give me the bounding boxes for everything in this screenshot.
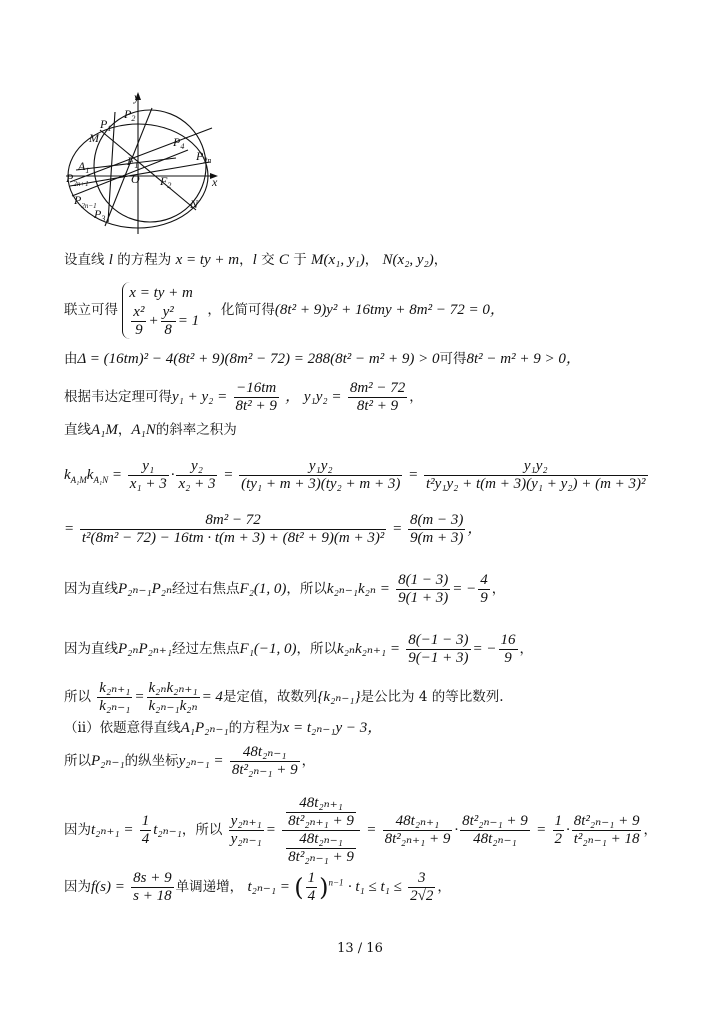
line-right-focus: 因为直线P₂ₙ₋₁P₂ₙ经过右焦点F₂(1, 0)，所以k₂ₙ₋₁k₂ₙ = $\frac{8(1 - 3)}{9(1 + 3)}$ = − $\frac{4}{9}$ ， [64, 572, 506, 606]
line-set-equation: 设直线 l 的方程为 x = ty + m，l 交 C 于 M(x₁, y₁)， N(x₂, y₂)， [64, 252, 448, 268]
ellipse-diagram [60, 88, 230, 240]
label-P2: $P_2$ [124, 107, 136, 123]
line-slope-intro: 直线A₁M，A₁N的斜率之积为 [64, 422, 237, 438]
label-P2n1: $P_{2n+1}$ [66, 171, 89, 188]
page-number: 13 / 16 [337, 941, 383, 956]
line-part-ii: （ⅱ）依题意得直线A₁P₂ₙ₋₁的方程为x = t₂ₙ₋₁y − 3， [64, 720, 383, 736]
line-monotonic: 因为f(s) = $\frac{8s + 9}{s + 18}$ 单调递增， t₂ₙ₋₁ = ( $\frac{1}{4}$ )$^{n-1}$ · t₁ ≤ t₁ ≤ $\frac{3}{2√2}$ ， [64, 870, 451, 904]
label-P2nm1: $P_{2n-1}$ [74, 193, 97, 210]
label-y: y [134, 90, 140, 104]
line-ordinate: 所以P₂ₙ₋₁的纵坐标y₂ₙ₋₁ = $\frac{\text{48t₂ₙ₋₁}}{\text{8t²₂ₙ₋₁ + 9}}$ ， [64, 744, 316, 778]
line-system: 联立可得 x = ty + m $\frac{\text{x²}}{9}$ + $\frac{\text{y²}}{8}$ = 1 ，化简可得(8t² + 9)y² + 16tmy + 8m² − 72 = 0， [64, 282, 505, 339]
line-discriminant: 由Δ = (16tm)² − 4(8t² + 9)(8m² − 72) = 288(8t² − m² + 9) > 0可得8t² − m² + 9 > 0， [64, 351, 581, 367]
label-P2n: $P_{2n}$ [196, 149, 212, 165]
line-left-focus: 因为直线P₂ₙP₂ₙ₊₁经过左焦点F₁(−1, 0)，所以k₂ₙk₂ₙ₊₁ = $\frac{8(-1 - 3)}{9(-1 + 3)}$ = − $\frac{16}{9}$ ， [64, 632, 533, 666]
label-A1: $A_1$ [78, 159, 90, 175]
line-recurrence: 因为t₂ₙ₊₁ = $\frac{1}{4}$ t₂ₙ₋₁，所以 $\frac{\text{y₂ₙ₊₁}}{\text{y₂ₙ₋₁}}$ = $\frac{\frac{\text{48t₂ₙ₊₁}}{\text{8t²₂ₙ₊₁ + 9}}}{\frac{\text{48t₂ₙ₋₁}}{\text{8t²₂ₙ₋₁ + 9}}}$ = $\frac{\text{48t₂ₙ₊₁}}{\text{8t²₂ₙ₊₁ + 9}}$ · $\frac{\text{8t²₂ₙ₋₁ + 9}}{\text{48t₂ₙ₋₁}}$ = $\frac{1}{2}$ · $\frac{\text{8t²₂ₙ₋₁ + 9}}{\text{t²₂ₙ₋₁ + 18}}$ ， [64, 795, 657, 865]
label-O: O [131, 172, 140, 186]
label-F1: $F_1$ [127, 154, 139, 170]
nested-fraction: $\frac{\frac{\text{48t₂ₙ₊₁}}{\text{8t²₂ₙ₊₁ + 9}}}{\frac{\text{48t₂ₙ₋₁}}{\text{8t²₂ₙ₋₁ + 9}}}$ [282, 795, 360, 866]
equation-system: x = ty + m $\frac{\text{x²}}{9}$ + $\frac{\text{y²}}{8}$ = 1 [122, 282, 199, 339]
line-ratio: 所以 $\frac{\text{k₂ₙ₊₁}}{\text{k₂ₙ₋₁}}$ = $\frac{\text{k₂ₙk₂ₙ₊₁}}{\text{k₂ₙ₋₁k₂ₙ}}$ = 4是定值，故数列{k₂ₙ₋₁}是公比为 4 的等比数列. [64, 680, 504, 714]
label-F2: $F_2$ [160, 174, 172, 190]
label-P4: $P_4$ [173, 135, 185, 151]
label-P3: $P_3$ [94, 207, 106, 223]
line-g [76, 158, 176, 170]
line-slope-simplify: = $\frac{\text{8m² − 72}}{\text{t²(8m² − 72) − 16tm · t(m + 3) + (8t² + 9)(m + 3)²}}$ = $\frac{8(m - 3)}{9(m + 3)}$ ， [64, 512, 483, 546]
label-M: M [89, 131, 99, 145]
label-x: x [212, 175, 218, 189]
label-N: N [190, 197, 199, 211]
label-P1: $P_1$ [100, 117, 112, 133]
line-vieta: 根据韦达定理可得y₁ + y₂ = $\frac{-16tm}{\text{8t² + 9}}$ ， y₁y₂ = $\frac{\text{8m² − 72}}{\text{8t² + 9}}$ ， [64, 380, 423, 414]
line-slope-product: $k_{A_1M}k_{A_1N}$ = $\frac{\text{y₁}}{\text{x₁ + 3}}$ · $\frac{\text{y₂}}{\text{x₂ + 3}}$ = $\frac{\text{y₁y₂}}{\text{(ty₁ + m + 3)(ty₂ + m + 3)}}$ = $\frac{\text{y₁y₂}}{\text{t²y₁y₂ + t(m + 3)(y₁ + y₂) + (m + 3)²}}$ [64, 458, 646, 492]
